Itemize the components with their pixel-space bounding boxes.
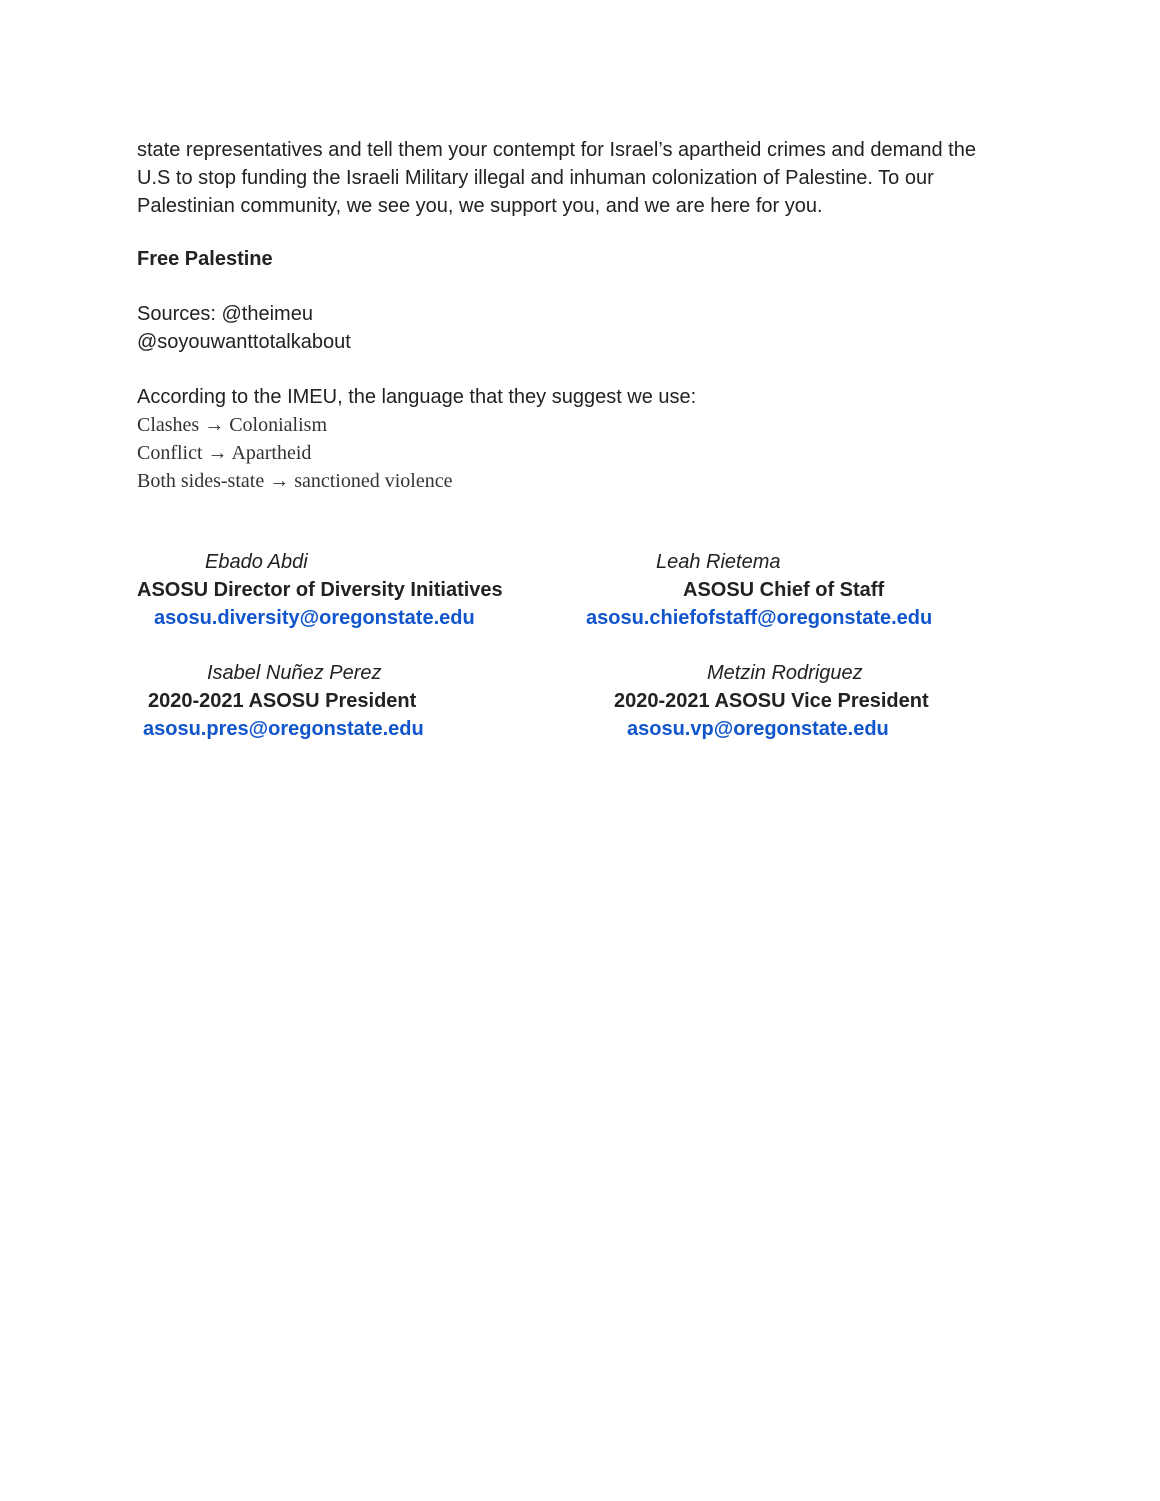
paragraph-line: Palestinian community, we see you, we support you, and we are here for you. [137, 195, 823, 217]
signatory-name: Ebado Abdi [205, 551, 308, 573]
language-term: Both sides-state → sanctioned violence [137, 470, 453, 492]
paragraph-line: U.S to stop funding the Israeli Military illegal and inhuman colonization of Palestine. To our [137, 167, 934, 189]
sources-line: Sources: @theimeu [137, 303, 313, 325]
signature-block [137, 659, 517, 743]
closing-heading: Free Palestine [137, 248, 273, 270]
signature-block [586, 548, 948, 632]
signatory-title: 2020-2021 ASOSU President [148, 690, 417, 712]
paragraph-line: state representatives and tell them your contempt for Israel’s apartheid crimes and demand the [137, 139, 976, 161]
language-intro: According to the IMEU, the language that they suggest we use: [137, 386, 697, 408]
sources-line: @soyouwanttotalkabout [137, 331, 351, 353]
signatory-email-link[interactable]: asosu.diversity@oregonstate.edu [154, 607, 475, 629]
language-term: Clashes → Colonialism [137, 414, 327, 436]
sources-block [137, 300, 351, 356]
signatory-name: Isabel Nuñez Perez [207, 662, 382, 684]
signature-block [137, 548, 517, 632]
language-term: Conflict → Apartheid [137, 442, 312, 464]
signatory-title: ASOSU Chief of Staff [683, 579, 885, 601]
signatory-title: 2020-2021 ASOSU Vice President [614, 690, 929, 712]
body-paragraph [137, 136, 1037, 220]
signatory-title: ASOSU Director of Diversity Initiatives [137, 579, 503, 601]
signature-block [586, 659, 948, 743]
signatory-name: Leah Rietema [656, 551, 781, 573]
signatory-name: Metzin Rodriguez [707, 662, 863, 684]
language-terms-list [137, 411, 452, 495]
signatory-email-link[interactable]: asosu.chiefofstaff@oregonstate.edu [586, 607, 933, 629]
signatory-email-link[interactable]: asosu.vp@oregonstate.edu [627, 718, 889, 740]
signatory-email-link[interactable]: asosu.pres@oregonstate.edu [143, 718, 424, 740]
